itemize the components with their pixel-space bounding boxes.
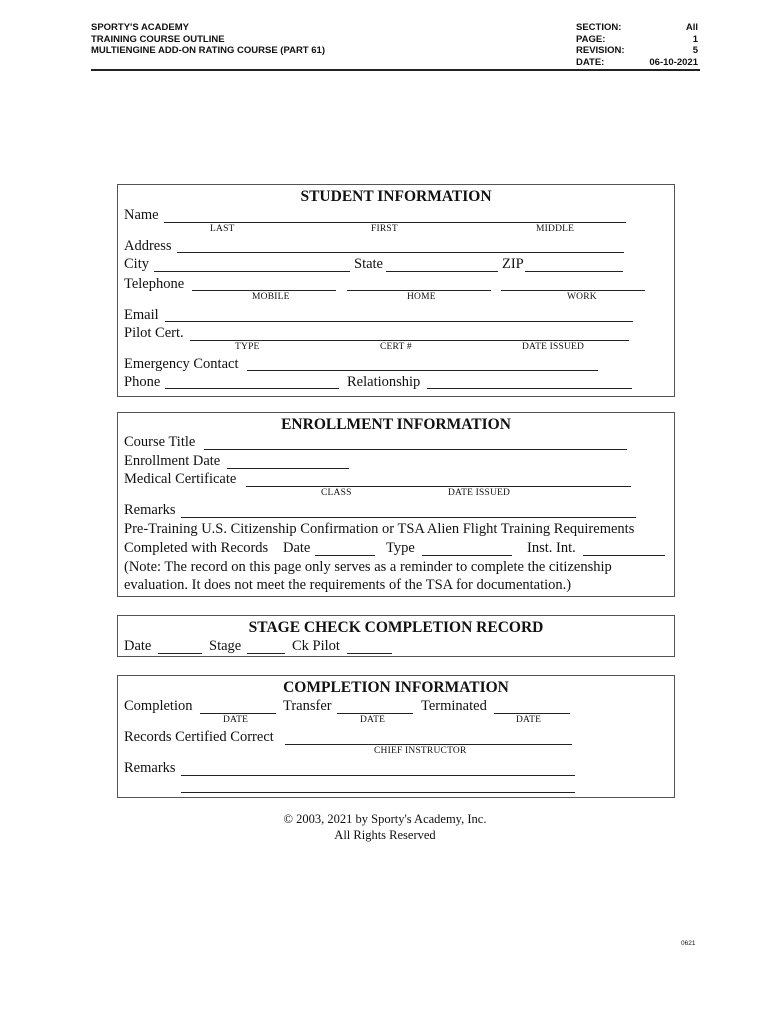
email-field[interactable] [165,321,633,322]
stage-field[interactable] [247,653,285,654]
phone-label: Phone [124,374,161,390]
completion-date-field[interactable] [200,713,276,714]
form-code: 0621 [681,940,696,947]
terminated-date-sub: DATE [516,715,542,725]
medical-certificate-field[interactable] [246,486,631,487]
student-info-box [117,184,675,397]
completion-remarks-field[interactable] [181,775,575,776]
completion-remarks-label: Remarks [124,760,176,776]
medical-sub-date-issued: DATE ISSUED [448,488,511,498]
ck-pilot-field[interactable] [347,653,392,654]
records-certified-field[interactable] [285,744,572,745]
ck-pilot-label: Ck Pilot [292,638,340,654]
tsa-note-line-1: (Note: The record on this page only serves as a reminder to complete the citizenship [124,559,612,575]
transfer-date-field[interactable] [337,713,413,714]
medical-sub-class: CLASS [321,488,352,498]
transfer-label: Transfer [283,698,332,714]
inst-int-label: Inst. Int. [527,540,576,556]
pilot-cert-label: Pilot Cert. [124,325,184,341]
completion-remarks-field-2[interactable] [181,792,575,793]
meta-label: SECTION: [576,22,622,33]
meta-label: PAGE: [576,33,606,45]
emergency-contact-label: Emergency Contact [124,356,239,372]
state-field[interactable] [386,271,498,272]
tsa-note-line-2: evaluation. It does not meet the requirements of the TSA for documentation.) [124,577,572,593]
telephone-label: Telephone [124,276,185,292]
student-info-title: STUDENT INFORMATION [300,188,492,205]
name-sub-middle: MIDDLE [536,224,575,234]
pilot-cert-field[interactable] [190,340,629,341]
phone-sub-home: HOME [407,292,436,302]
records-certified-label: Records Certified Correct [124,729,274,745]
completion-label: Completion [124,698,193,714]
meta-value: 1 [692,33,698,45]
zip-label: ZIP [502,256,524,272]
name-label: Name [124,207,159,223]
meta-section [576,22,698,34]
address-field[interactable] [177,252,624,253]
enrollment-date-label: Enrollment Date [124,453,221,469]
copyright-text: © 2003, 2021 by Sporty's Academy, Inc. [283,812,487,826]
remarks-label: Remarks [124,502,176,518]
citizenship-date-field[interactable] [315,555,375,556]
stage-date-label: Date [124,638,152,654]
relationship-label: Relationship [347,374,421,390]
header-left [91,22,325,57]
citizenship-requirement-text: Pre-Training U.S. Citizenship Confirmation or TSA Alien Flight Training Requirements [124,521,635,537]
meta-date [576,57,698,69]
terminated-label: Terminated [421,698,487,714]
course-title: MULTIENGINE ADD-ON RATING COURSE (PART 61) [91,45,325,56]
terminated-date-field[interactable] [494,713,570,714]
completion-date-sub: DATE [223,715,249,725]
name-sub-last: LAST [210,224,235,234]
completed-with-records-label: Completed with Records [124,540,269,556]
zip-field[interactable] [525,271,623,272]
citizenship-date-label: Date [283,540,311,556]
org-name: SPORTY'S ACADEMY [91,22,189,33]
completion-info-box [117,675,675,798]
cert-sub-type: TYPE [235,342,260,352]
stage-check-box [117,615,675,657]
stage-date-field[interactable] [158,653,202,654]
phone-sub-work: WORK [567,292,597,302]
enrollment-info-title: ENROLLMENT INFORMATION [281,416,511,433]
city-label: City [124,256,149,272]
meta-value: 5 [692,45,698,56]
meta-revision [576,45,698,57]
mobile-field[interactable] [192,290,336,291]
city-field[interactable] [154,271,350,272]
meta-value: All [685,22,698,33]
chief-instructor-sub: CHIEF INSTRUCTOR [374,746,467,756]
meta-value: 06-10-2021 [649,56,698,68]
cert-sub-number: CERT # [380,342,412,352]
inst-int-field[interactable] [583,555,665,556]
medical-certificate-label: Medical Certificate [124,471,237,487]
meta-page [576,34,698,46]
stage-label: Stage [209,638,242,654]
transfer-date-sub: DATE [360,715,386,725]
doc-title: TRAINING COURSE OUTLINE [91,33,225,45]
course-title-field[interactable] [204,449,627,450]
relationship-field[interactable] [427,388,632,389]
email-label: Email [124,307,159,323]
cert-sub-date-issued: DATE ISSUED [522,342,585,352]
course-title-label: Course Title [124,434,196,450]
name-field[interactable] [164,222,626,223]
enrollment-info-box [117,412,675,597]
rights-text: All Rights Reserved [334,828,436,842]
home-phone-field[interactable] [347,290,491,291]
header-rule [91,69,700,71]
citizenship-type-field[interactable] [422,555,512,556]
enrollment-date-field[interactable] [227,468,349,469]
emergency-phone-field[interactable] [165,388,339,389]
work-phone-field[interactable] [501,290,645,291]
state-label: State [354,256,383,272]
meta-label: REVISION: [576,45,625,56]
stage-check-title: STAGE CHECK COMPLETION RECORD [248,619,544,636]
emergency-contact-field[interactable] [247,370,598,371]
meta-label: DATE: [576,56,605,68]
citizenship-type-label: Type [386,540,415,556]
enrollment-remarks-field[interactable] [181,517,636,518]
phone-sub-mobile: MOBILE [252,292,290,302]
name-sub-first: FIRST [371,224,398,234]
completion-info-title: COMPLETION INFORMATION [283,679,509,696]
address-label: Address [124,238,172,254]
header-meta [576,22,698,68]
